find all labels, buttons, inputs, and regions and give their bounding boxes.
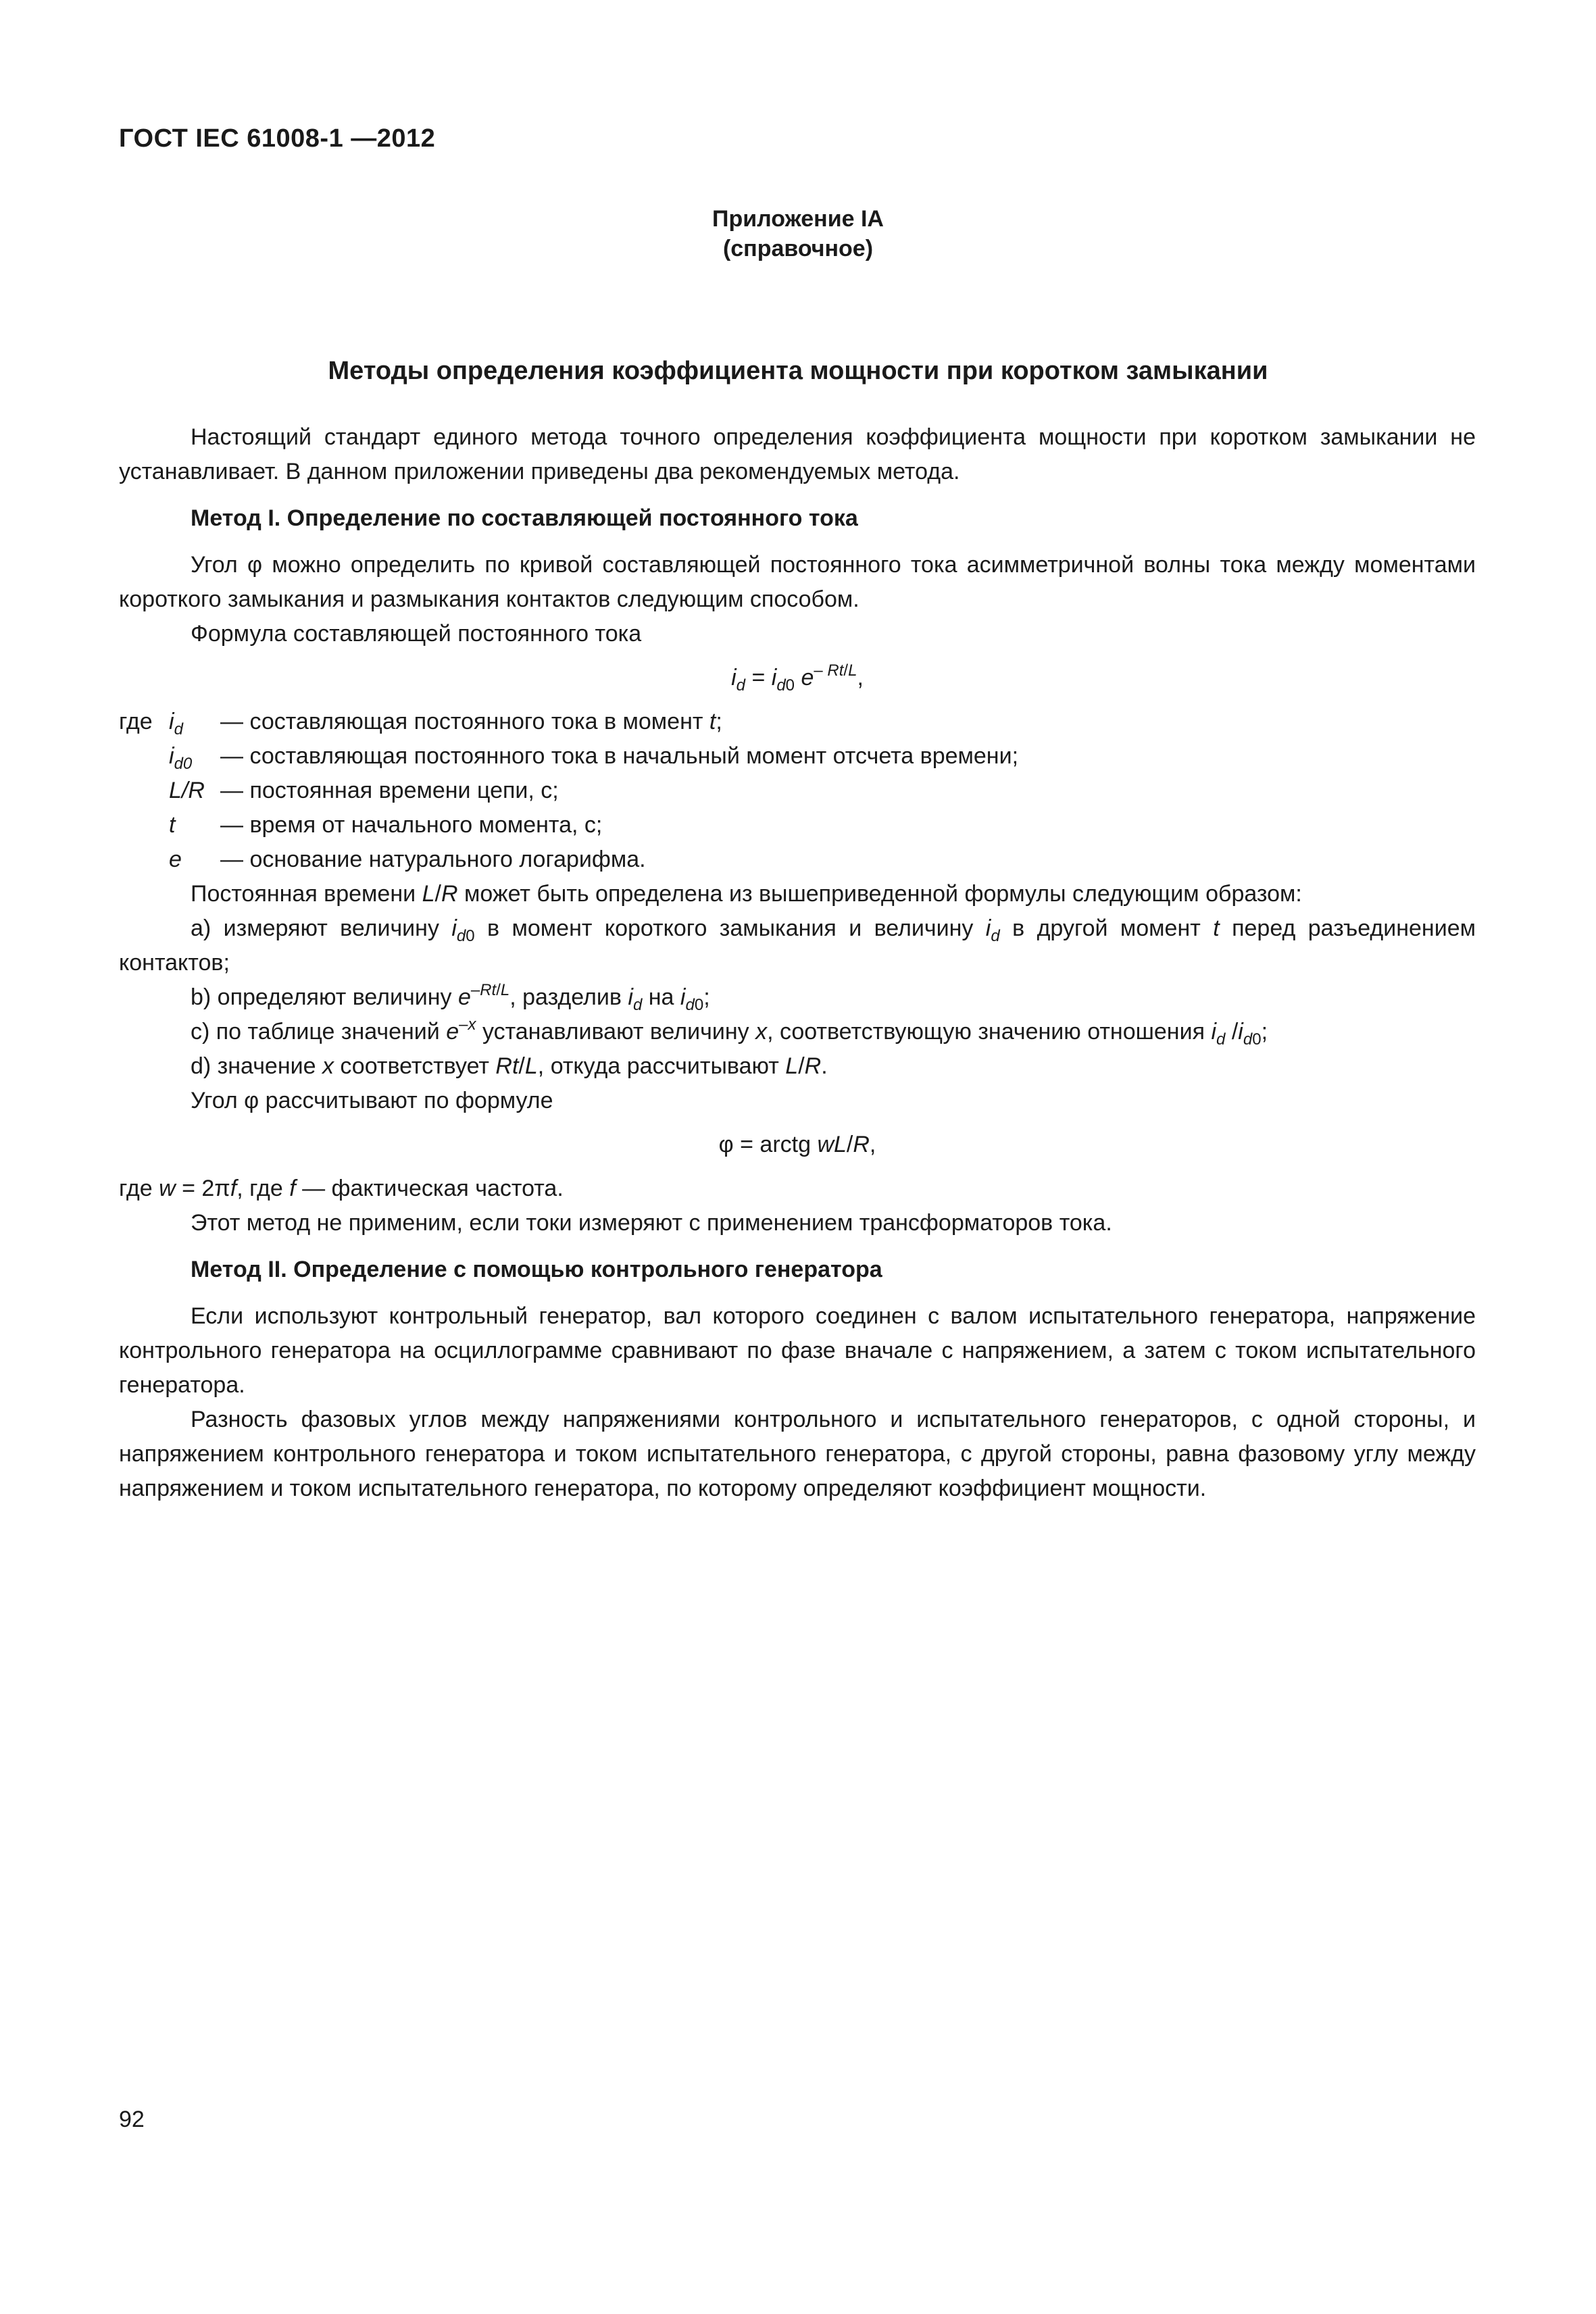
symbol-definitions (119, 705, 1476, 877)
method-1-limitation: Этот метод не применим, если токи измеряют с применением трансформаторов тока. (191, 1210, 1112, 1236)
step-b: b) определяют величину $e^{-Rt/L}$, разделив $i_d$ на $i_{d0}$; (191, 981, 710, 1014)
document-body (119, 420, 1476, 1506)
angular-frequency-note: где w = 2πf, где f — фактическая частота. (119, 1176, 564, 1201)
angle-formula: φ = arctg wL/R, (718, 1132, 876, 1157)
angle-paragraph: Угол φ рассчитывают по формуле (191, 1088, 553, 1113)
section-title: Методы определения коэффициента мощности при коротком замыкании (328, 357, 1268, 385)
standard-designation: ГОСТ IEC 61008-1 —2012 (119, 124, 436, 153)
definition-id: где $i_d$ — составляющая постоянного тока в момент t; (119, 709, 722, 738)
method-2-paragraph-2: Разность фазовых углов между напряжениями контрольного и испытательного генераторов, с одной стороны, и напряжением контрольного генератора и током испытательного генератора, с другой стороны, равна фазовому углу между напряжением и током испытательного генератора, по которому определяют коэффициент мощности. (119, 1407, 1476, 1501)
page-number: 92 (119, 2107, 145, 2132)
step-c: с) по таблице значений $e^{-x}$ устанавливают величину x, соответствующую значению отношения $i_d$ $/i_{d0}$; (191, 1015, 1268, 1049)
definition-t: t — время от начального момента, с; (169, 812, 603, 838)
definition-e: e — основание натурального логарифма. (169, 847, 646, 872)
method-1-paragraph-1: Угол φ можно определить по кривой составляющей постоянного тока асимметричной волны тока между моментами короткого замыкания и размыкания контактов следующим способом. (119, 552, 1476, 612)
definition-lr: L/R — постоянная времени цепи, с; (169, 778, 559, 803)
annex-heading (0, 204, 1596, 263)
method-1-heading: Метод I. Определение по составляющей постоянного тока (191, 505, 858, 531)
method-2-paragraph-1: Если используют контрольный генератор, вал которого соединен с валом испытательного генератора, напряжение контрольного генератора на осциллограмме сравнивают по фазе вначале с напряжением, а затем с током испытательного генератора. (119, 1303, 1476, 1398)
step-a: а) измеряют величину $i_{d0}$ в момент короткого замыкания и величину $i_d$ в другой момент t перед разъединением контактов; (119, 915, 1476, 976)
dc-component-formula: $i_d = i_{d0}$ $e^{- Rt/L}$, (731, 661, 864, 695)
method-1-paragraph-2: Формула составляющей постоянного тока (191, 621, 642, 647)
time-constant-paragraph: Постоянная времени L/R может быть определена из вышеприведенной формулы следующим образом: (191, 881, 1302, 907)
annex-title: Приложение IA (712, 206, 884, 232)
step-d: d) значение x соответствует Rt/L, откуда рассчитывают L/R. (191, 1053, 828, 1079)
definition-id0: $i_{d0}$ — составляющая постоянного тока в начальный момент отсчета времени; (169, 743, 1019, 773)
method-2-heading: Метод II. Определение с помощью контрольного генератора (191, 1257, 882, 1282)
annex-kind: (справочное) (722, 236, 874, 261)
intro-paragraph: Настоящий стандарт единого метода точного определения коэффициента мощности при коротком замыкании не устанавливает. В данном приложении приведены два рекомендуемых метода. (119, 424, 1476, 484)
